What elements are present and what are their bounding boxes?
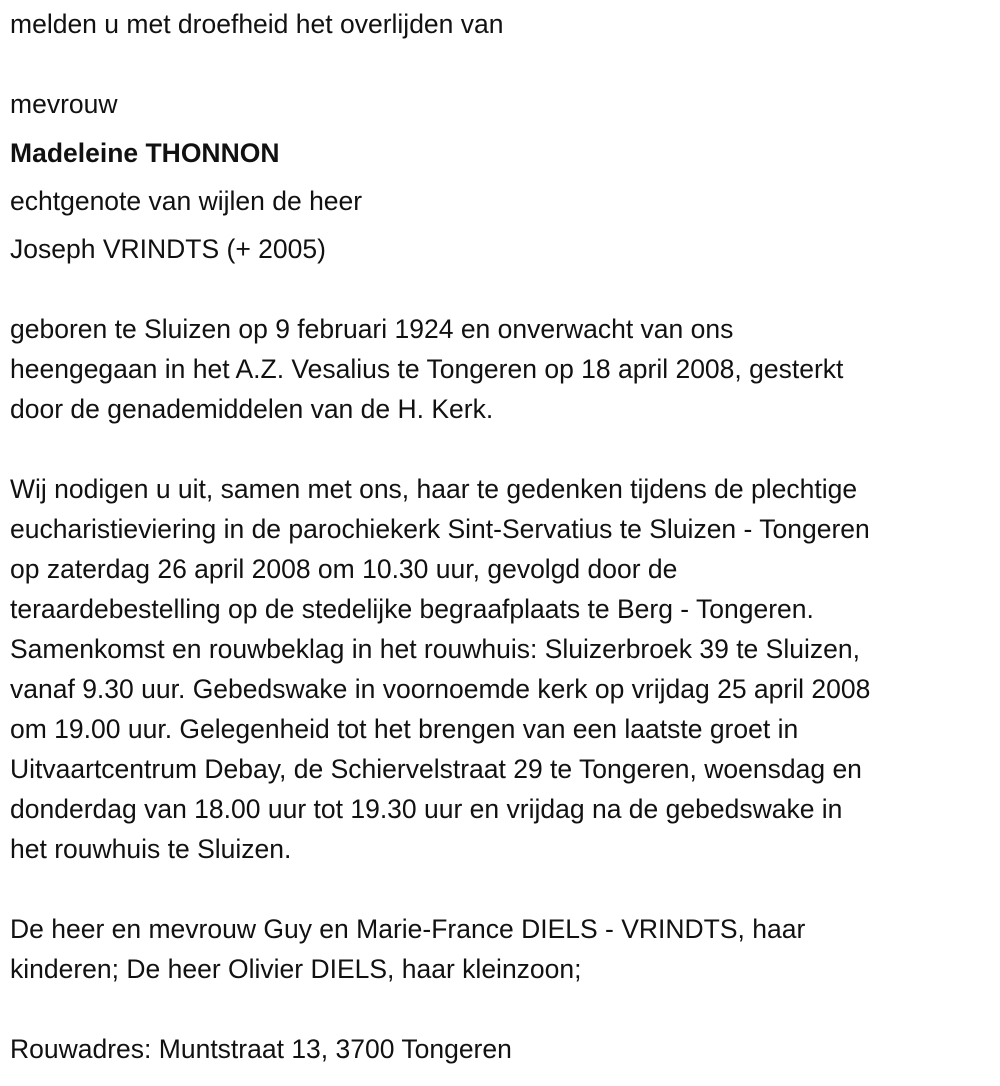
mourning-address: Rouwadres: Muntstraat 13, 3700 Tongeren [10,1034,512,1064]
spouse-line: echtgenote van wijlen de heer [10,186,363,216]
birth-line: heengegaan in het A.Z. Vesalius te Tongeren op 18 april 2008, gesterkt [10,354,844,384]
ceremony-line: om 19.00 uur. Gelegenheid tot het brengen van een laatste groet in [10,714,799,744]
birth-line: door de genademiddelen van de H. Kerk. [10,394,494,424]
ceremony-line: op zaterdag 26 april 2008 om 10.30 uur, gevolgd door de [10,554,678,584]
ceremony-line: het rouwhuis te Sluizen. [10,834,292,864]
ceremony-line: teraardebestelling op de stedelijke begraafplaats te Berg - Tongeren. [10,594,814,624]
ceremony-line: Uitvaartcentrum Debay, de Schiervelstraat 29 te Tongeren, woensdag en [10,754,862,784]
ceremony-line: donderdag van 18.00 uur tot 19.30 uur en vrijdag na de gebedswake in [10,794,843,824]
ceremony-line: vanaf 9.30 uur. Gebedswake in voornoemde kerk op vrijdag 25 april 2008 [10,674,871,704]
ceremony-line: eucharistieviering in de parochiekerk Sint-Servatius te Sluizen - Tongeren [10,514,870,544]
family-line: kinderen; De heer Olivier DIELS, haar kleinzoon; [10,954,582,984]
birth-line: geboren te Sluizen op 9 februari 1924 en onverwacht van ons [10,314,734,344]
ceremony-line: Samenkomst en rouwbeklag in het rouwhuis: Sluizerbroek 39 te Sluizen, [10,634,860,664]
ceremony-line: Wij nodigen u uit, samen met ons, haar te gedenken tijdens de plechtige [10,474,858,504]
family-line: De heer en mevrouw Guy en Marie-France DIELS - VRINDTS, haar [10,914,806,944]
deceased-name: Madeleine THONNON [10,138,280,168]
spouse-name: Joseph VRINDTS (+ 2005) [10,234,326,264]
title-prefix: mevrouw [10,89,118,119]
intro-text: melden u met droefheid het overlijden van [10,9,504,39]
